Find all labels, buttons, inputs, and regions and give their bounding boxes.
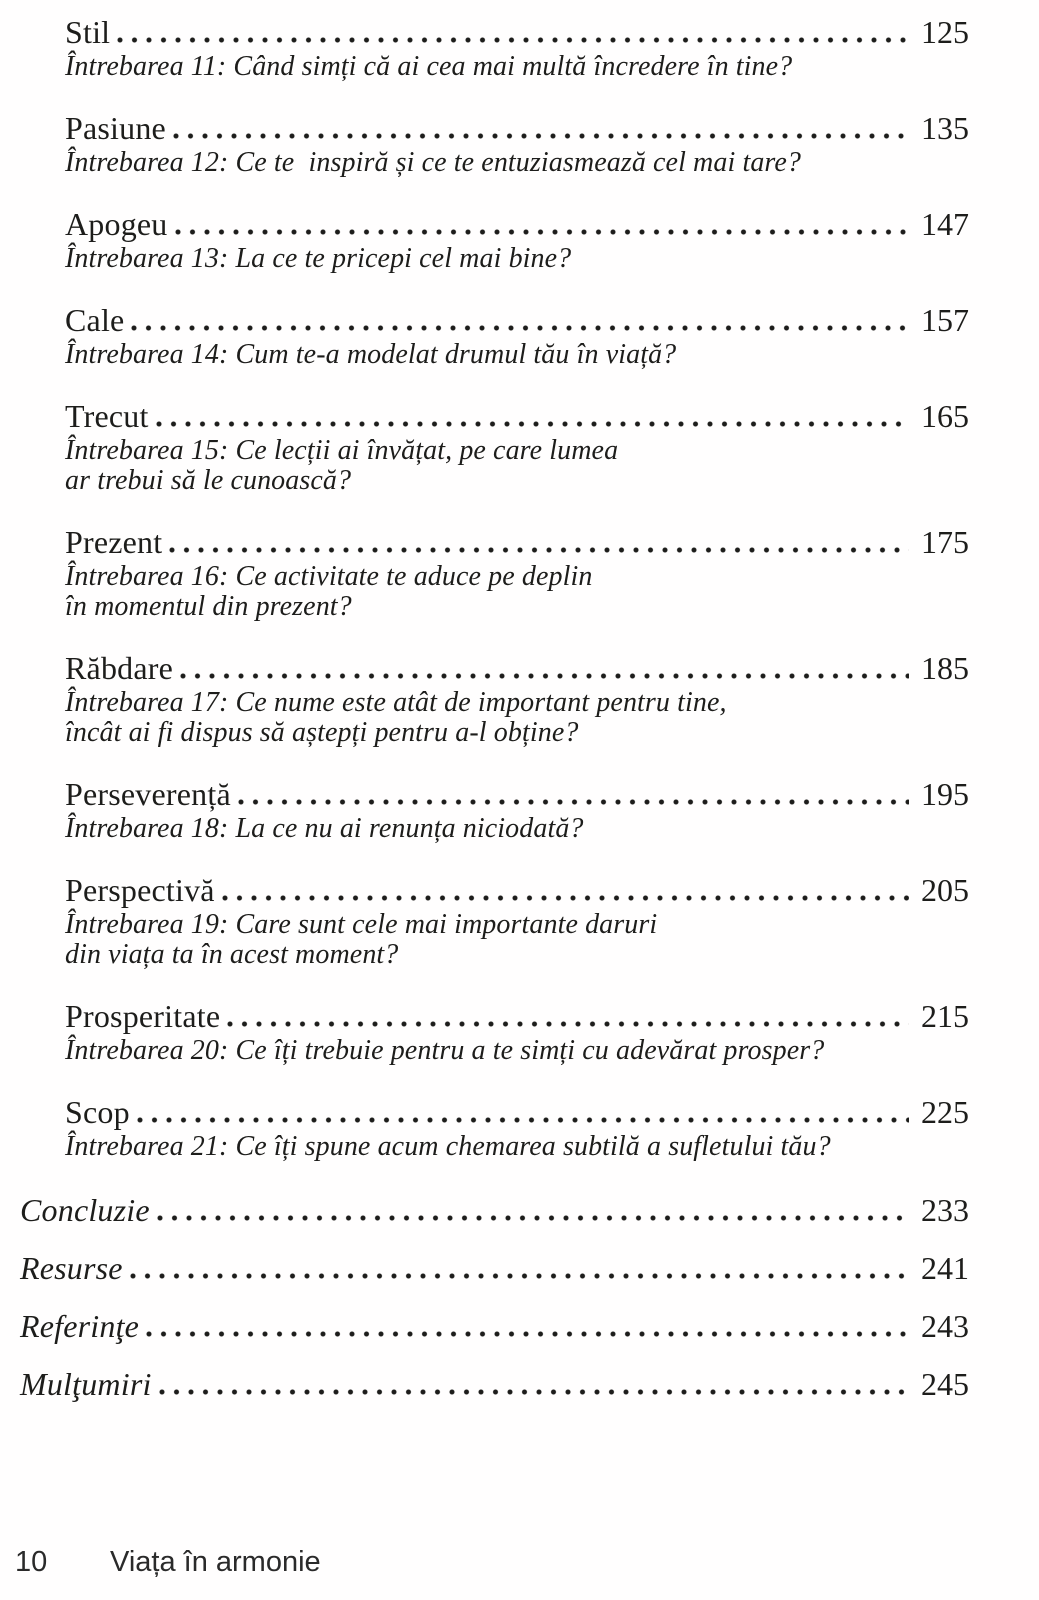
dot-leader xyxy=(169,547,909,553)
toc-page-number: 243 xyxy=(921,1308,969,1344)
toc-entry-title: Trecut xyxy=(65,398,149,434)
toc-entry-title: Pasiune xyxy=(65,110,166,146)
toc-chapter-subtitle-line: Întrebarea 21: Ce îți spune acum chemarea subtilă a sufletului tău? xyxy=(65,1131,831,1162)
toc-page-number: 233 xyxy=(921,1192,969,1228)
toc-chapter-row xyxy=(65,870,969,910)
toc-chapter xyxy=(65,522,969,622)
toc-page-number: 175 xyxy=(921,524,969,560)
dot-leader xyxy=(131,325,909,331)
toc-chapter-subtitle-line: Întrebarea 17: Ce nume este atât de important pentru tine, xyxy=(65,687,727,718)
toc-page-number: 215 xyxy=(921,998,969,1034)
toc-chapter-row xyxy=(65,204,969,244)
toc-chapter-row xyxy=(65,774,969,814)
toc-back-matter-row xyxy=(20,1364,969,1404)
toc-back-matter-row xyxy=(20,1306,969,1346)
dot-leader xyxy=(222,895,909,901)
dot-leader xyxy=(117,37,909,43)
toc-entry-title: Resurse xyxy=(20,1250,123,1286)
toc-page-number: 195 xyxy=(921,776,969,812)
dot-leader xyxy=(137,1117,909,1123)
dot-leader xyxy=(159,1389,909,1395)
toc-page-number: 157 xyxy=(921,302,969,338)
toc-chapters xyxy=(65,12,969,1162)
dot-leader xyxy=(180,673,909,679)
toc-entry-title: Perseverență xyxy=(65,776,231,812)
toc-page-number: 205 xyxy=(921,872,969,908)
toc-page-number: 125 xyxy=(921,14,969,50)
toc-chapter xyxy=(65,774,969,844)
toc-entry-title: Mulţumiri xyxy=(20,1366,152,1402)
toc-chapter-subtitle-line: Întrebarea 20: Ce îți trebuie pentru a te simți cu adevărat prosper? xyxy=(65,1035,825,1066)
toc-chapter-row xyxy=(65,996,969,1036)
toc-chapter-subtitle-line: încât ai fi dispus să aștepți pentru a-l obține? xyxy=(65,717,579,748)
toc-back-matter-entry xyxy=(20,1306,969,1346)
toc-chapter-subtitle-line: Întrebarea 19: Care sunt cele mai importante daruri xyxy=(65,909,658,940)
toc-chapter-row xyxy=(65,300,969,340)
toc-entry-title: Concluzie xyxy=(20,1192,150,1228)
dot-leader xyxy=(173,133,909,139)
toc-chapter xyxy=(65,396,969,496)
dot-leader xyxy=(146,1331,909,1337)
toc-chapter-row xyxy=(65,108,969,148)
toc-page-number: 185 xyxy=(921,650,969,686)
toc-chapter-row xyxy=(65,1092,969,1132)
toc-entry-title: Cale xyxy=(65,302,125,338)
dot-leader xyxy=(175,229,909,235)
toc-chapter-subtitle-line: din viața ta în acest moment? xyxy=(65,939,399,970)
toc-chapter xyxy=(65,108,969,178)
toc-page-number: 165 xyxy=(921,398,969,434)
toc-chapter-subtitle-line: Întrebarea 12: Ce te inspiră și ce te entuziasmează cel mai tare? xyxy=(65,147,802,178)
page-footer xyxy=(15,1544,321,1580)
toc-chapter xyxy=(65,204,969,274)
dot-leader xyxy=(157,1215,909,1221)
toc-chapter-subtitle-line: Întrebarea 14: Cum te-a modelat drumul tău în viață? xyxy=(65,339,677,370)
toc-chapter-row xyxy=(65,12,969,52)
toc-entry-title: Prezent xyxy=(65,524,163,560)
toc-chapter-subtitle-line: Întrebarea 13: La ce te pricepi cel mai bine? xyxy=(65,243,572,274)
toc-back-matter-entry xyxy=(20,1190,969,1230)
toc-chapter-row xyxy=(65,522,969,562)
footer-page-number: 10 xyxy=(15,1546,48,1578)
toc-entry-title: Apogeu xyxy=(65,206,168,242)
toc-page-number: 225 xyxy=(921,1094,969,1130)
toc-back-matter-row xyxy=(20,1190,969,1230)
toc-chapter-subtitle-line: Întrebarea 11: Când simți că ai cea mai multă încredere în tine? xyxy=(65,51,793,82)
toc-entry-title: Referinţe xyxy=(20,1308,140,1344)
toc-chapter-subtitle-line: Întrebarea 18: La ce nu ai renunța niciodată? xyxy=(65,813,584,844)
toc-page-number: 147 xyxy=(921,206,969,242)
toc-page-number: 135 xyxy=(921,110,969,146)
toc-chapter xyxy=(65,1092,969,1162)
toc-entry-title: Prosperitate xyxy=(65,998,221,1034)
toc-entry-title: Stil xyxy=(65,14,111,50)
dot-leader xyxy=(238,799,909,805)
toc-back-matter-row xyxy=(20,1248,969,1288)
dot-leader xyxy=(130,1273,909,1279)
toc-chapter xyxy=(65,996,969,1066)
toc-page-number: 241 xyxy=(921,1250,969,1286)
toc-chapter-subtitle-line: Întrebarea 16: Ce activitate te aduce pe deplin xyxy=(65,561,593,592)
toc-back-matter-entry xyxy=(20,1248,969,1288)
toc-chapter-row xyxy=(65,396,969,436)
toc-entry-title: Răbdare xyxy=(65,650,174,686)
toc-chapter-subtitle-line: Întrebarea 15: Ce lecții ai învățat, pe care lumea xyxy=(65,435,619,466)
toc-back-matter-entry xyxy=(20,1364,969,1404)
toc-entry-title: Perspectivă xyxy=(65,872,215,908)
footer-book-title: Viața în armonie xyxy=(110,1546,321,1578)
toc-chapter-row xyxy=(65,648,969,688)
dot-leader xyxy=(227,1021,909,1027)
toc-chapter-subtitle-line: ar trebui să le cunoască? xyxy=(65,465,352,496)
toc-chapter xyxy=(65,12,969,82)
toc-chapter-subtitle-line: în momentul din prezent? xyxy=(65,591,352,622)
toc-chapter xyxy=(65,300,969,370)
toc-back-matter xyxy=(20,1190,969,1404)
dot-leader xyxy=(156,421,909,427)
toc-page-number: 245 xyxy=(921,1366,969,1402)
toc-chapter xyxy=(65,870,969,970)
toc-chapter xyxy=(65,648,969,748)
toc-entry-title: Scop xyxy=(65,1094,130,1130)
